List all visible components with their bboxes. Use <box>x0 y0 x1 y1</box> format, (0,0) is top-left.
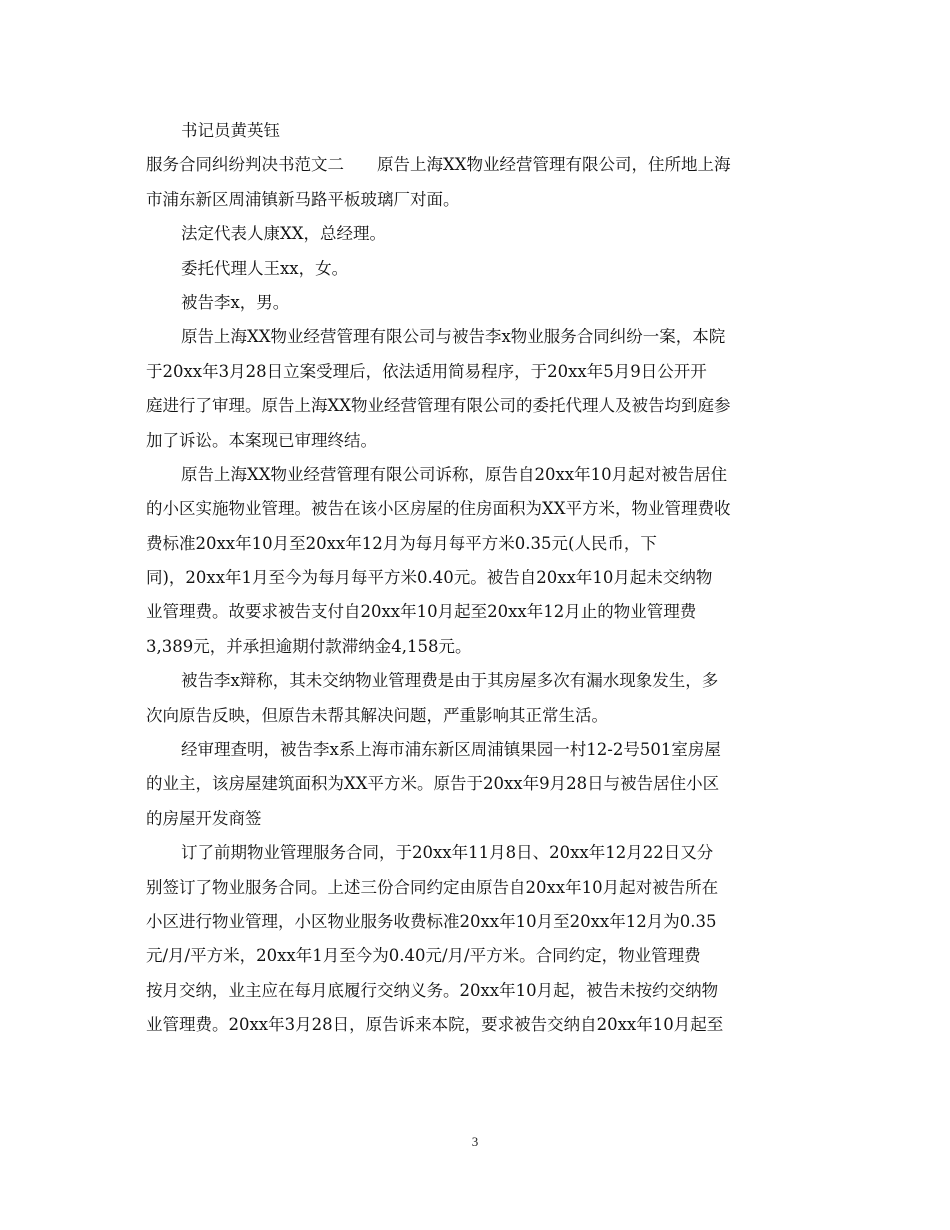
text-line: 费标准20xx年10月至20xx年12月为每月每平方米0.35元(人民币，下 <box>146 533 657 553</box>
text-line: 业管理费。20xx年3月28日，原告诉来本院，要求被告交纳自20xx年10月起至 <box>146 1015 724 1035</box>
judgment-text-body <box>146 114 808 1043</box>
text-line: 庭进行了审理。原告上海XX物业经营管理有限公司的委托代理人及被告均到庭参 <box>146 396 731 416</box>
text-line: 的房屋开发商签 <box>146 808 262 828</box>
text-line: 同)，20xx年1月至今为每月每平方米0.40元。被告自20xx年10月起未交纳物 <box>146 568 713 588</box>
page-number: 3 <box>471 1134 479 1149</box>
text-line: 的小区实施物业管理。被告在该小区房屋的住房面积为XX平方米，物业管理费收 <box>146 499 731 519</box>
text-line: 业管理费。故要求被告支付自20xx年10月起至20xx年12月止的物业管理费 <box>146 602 697 622</box>
text-line: 经审理查明，被告李x系上海市浦东新区周浦镇果园一村12-2号501室房屋 <box>181 740 721 760</box>
text-line: 被告李x辩称，其未交纳物业管理费是由于其房屋多次有漏水现象发生，多 <box>181 671 719 691</box>
text-line: 市浦东新区周浦镇新马路平板玻璃厂对面。 <box>146 189 460 209</box>
text-line: 按月交纳，业主应在每月底履行交纳义务。20xx年10月起，被告未按约交纳物 <box>146 980 719 1000</box>
text-line: 书记员黄英钰 <box>181 121 280 140</box>
text-line: 被告李x，男。 <box>181 292 290 312</box>
text-line: 于20xx年3月28日立案受理后，依法适用简易程序，于20xx年5月9日公开开 <box>146 361 707 381</box>
text-line: 加了诉讼。本案现已审理终结。 <box>146 430 377 450</box>
text-line: 次向原告反映，但原告未帮其解决问题，严重影响其正常生活。 <box>146 705 608 725</box>
text-line: 原告上海XX物业经营管理有限公司与被告李x物业服务合同纠纷一案，本院 <box>181 327 726 347</box>
text-line: 别签订了物业服务合同。上述三份合同约定由原告自20xx年10月起对被告所在 <box>146 877 719 897</box>
text-line: 法定代表人康XX，总经理。 <box>181 224 386 244</box>
text-line: 的业主，该房屋建筑面积为XX平方米。原告于20xx年9月28日与被告居住小区 <box>146 774 720 794</box>
text-line: 服务合同纠纷判决书范文二 原告上海XX物业经营管理有限公司，住所地上海 <box>146 155 731 175</box>
text-line: 3,389元，并承担逾期付款滞纳金4,158元。 <box>146 636 472 656</box>
text-line: 委托代理人王xx，女。 <box>181 258 349 278</box>
text-line: 原告上海XX物业经营管理有限公司诉称，原告自20xx年10月起对被告居住 <box>181 464 728 484</box>
text-line: 小区进行物业管理，小区物业服务收费标准20xx年10月至20xx年12月为0.35 <box>146 911 717 931</box>
text-line: 元/月/平方米，20xx年1月至今为0.40元/月/平方米。合同约定，物业管理费 <box>146 946 701 966</box>
text-line: 订了前期物业管理服务合同，于20xx年11月8日、20xx年12月22日又分 <box>181 843 714 863</box>
